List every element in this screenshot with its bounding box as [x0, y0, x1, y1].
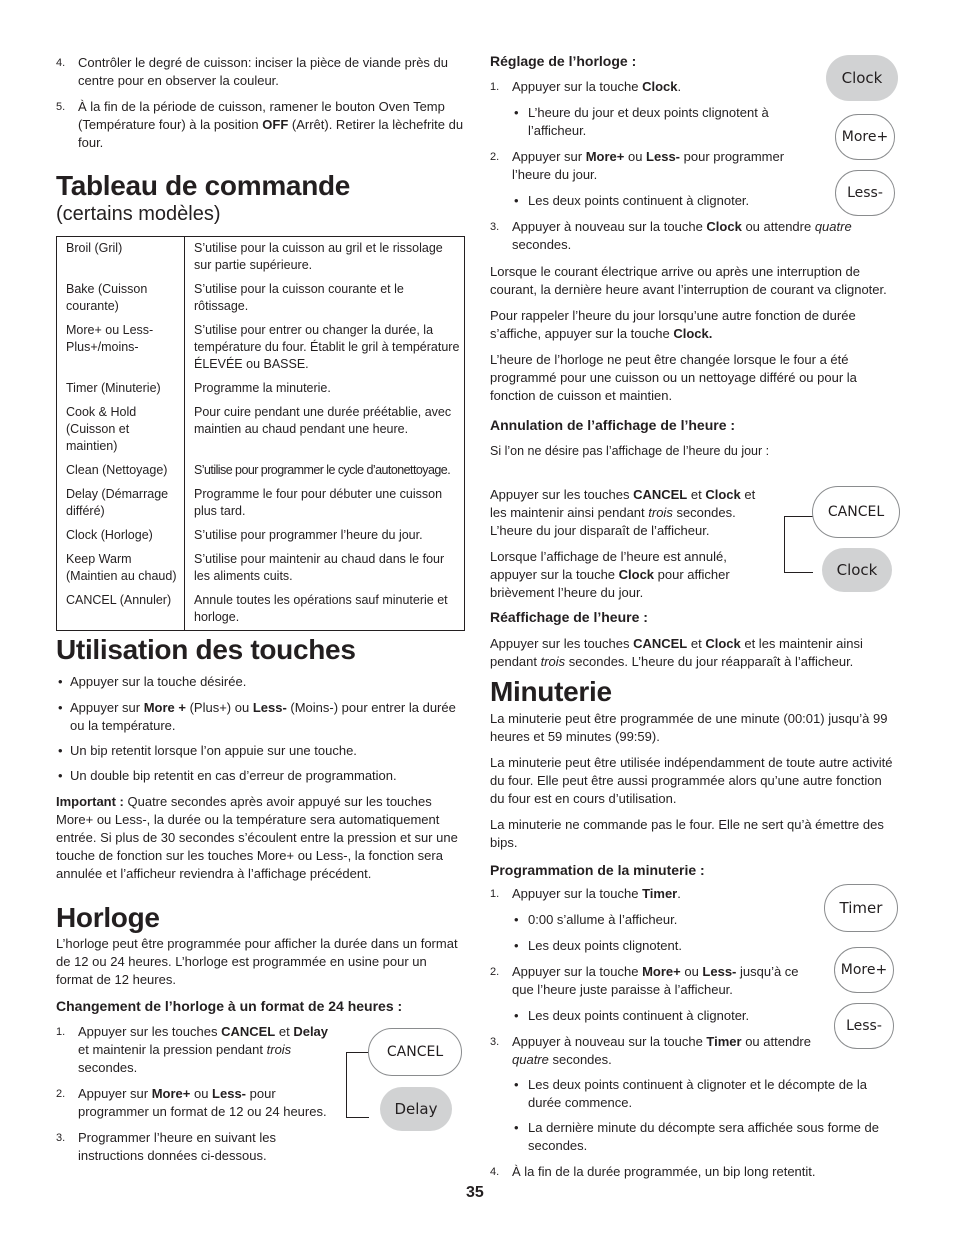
- cancel-button[interactable]: CANCEL: [368, 1028, 462, 1076]
- bullet-item: • Les deux points continuent à clignoter.: [512, 1007, 820, 1025]
- subheading: Réaffichage de l’heure :: [490, 609, 648, 625]
- paragraph: Lorsque le courant électrique arrive ou après une interruption de courant, la dernière heure avant l’interruption de courant va clignoter.: [490, 264, 887, 297]
- list-item: 3. Programmer l’heure en suivant les instructions données ci-dessous.: [56, 1130, 276, 1163]
- table-cell-desc: Programme le four pour débuter une cuisson plus tard.: [194, 487, 443, 518]
- paragraph: L’heure de l’horloge ne peut être changée lorsque le four a été programmé pour une cuisson ou un nettoyage différé ou pour la fonction de cuisson et maintien.: [490, 352, 857, 403]
- connector-bracket: [346, 1052, 369, 1118]
- bullet-item: • Les deux points clignotent.: [512, 937, 820, 955]
- table-row: [57, 319, 464, 377]
- table-cell-key: Clock (Horloge): [57, 524, 185, 548]
- list-item: 3. Appuyer à nouveau sur la touche Timer ou attendre quatre secondes.: [490, 1034, 811, 1067]
- table-cell-key: Broil (Gril): [57, 237, 185, 278]
- reaffichage-body: [490, 608, 890, 671]
- connector-bracket: [784, 516, 813, 573]
- timer-button[interactable]: Timer: [824, 884, 898, 932]
- table-cell-key: Cook & Hold (Cuisson et maintien): [57, 401, 185, 459]
- table-row: [57, 459, 464, 483]
- clock-button[interactable]: Clock: [826, 55, 898, 101]
- table-cell-key: Bake (Cuisson courante): [57, 278, 185, 319]
- bullet-item: • L’heure du jour et deux points clignotent à l’afficheur.: [512, 104, 783, 140]
- list-item: 1. Appuyer sur les touches CANCEL et Delay et maintenir la pression pendant trois secondes.: [56, 1024, 329, 1075]
- bullet-item: • Les deux points continuent à clignoter.: [512, 192, 820, 210]
- subheading: Annulation de l’affichage de l’heure :: [490, 417, 736, 433]
- utilisation-body: [56, 673, 466, 883]
- annulation-body: [490, 486, 775, 602]
- list-item: 2. Appuyer sur More+ ou Less- pour programmer un format de 12 ou 24 heures.: [56, 1086, 327, 1119]
- paragraph: Si l’on ne désire pas l’affichage de l’heure du jour :: [490, 444, 770, 458]
- paragraph: La minuterie ne commande pas le four. Elle ne sert qu’à émettre des bips.: [490, 817, 884, 850]
- list-item: 1. Appuyer sur la touche Timer.: [490, 886, 681, 901]
- section-title-horloge: Horloge: [56, 902, 160, 933]
- paragraph: Lorsque l’affichage de l’heure est annulé, appuyer sur la touche Clock pour afficher brièvement l’heure du jour.: [490, 549, 730, 600]
- paragraph: L’horloge peut être programmée pour afficher la durée dans un format de 12 ou 24 heures. L’horloge est programmée en usine pour un format de 12 heures.: [56, 936, 458, 987]
- paragraph: Pour rappeler l’heure du jour lorsqu’une autre fonction de durée s’affiche, appuyer sur la touche Clock.: [490, 308, 856, 341]
- table-cell-key: Timer (Minuterie): [57, 377, 185, 401]
- control-table: [56, 236, 465, 631]
- list-number: 4.: [56, 57, 66, 69]
- paragraph: La minuterie peut être programmée de une minute (00:01) jusqu’à 99 heures et 59 minutes (99:59).: [490, 711, 888, 744]
- minuterie-body: [490, 710, 895, 879]
- right-column-reglage: [490, 52, 852, 254]
- bullet-item: • Un bip retentit lorsque l’on appuie sur une touche.: [56, 742, 466, 760]
- minuterie-steps-wide: [490, 1076, 895, 1181]
- table-cell-key: More+ ou Less- Plus+/moins-: [57, 319, 185, 377]
- table-cell-desc: Annule toutes les opérations sauf minuterie et horloge.: [194, 593, 448, 624]
- list-item: 2. Appuyer sur More+ ou Less- pour programmer l’heure du jour.: [490, 149, 785, 182]
- section-subtitle: (certains modèles): [56, 203, 221, 225]
- section-title-minuterie: Minuterie: [490, 676, 612, 707]
- list-item: 4. À la fin de la durée programmée, un bip long retentit.: [490, 1164, 816, 1179]
- reglage-paragraphs: [490, 263, 895, 460]
- left-column: [56, 54, 466, 152]
- table-cell-key: Delay (Démarrage différé): [57, 483, 185, 524]
- less-button[interactable]: Less-: [835, 170, 895, 216]
- more-button[interactable]: More+: [834, 947, 894, 993]
- delay-button[interactable]: Delay: [380, 1087, 452, 1131]
- table-cell-desc: S’utilise pour programmer le cycle d’autonettoyage.: [194, 463, 451, 477]
- table-row: [57, 548, 464, 589]
- clock-button[interactable]: Clock: [822, 548, 892, 592]
- list-item: [56, 54, 466, 90]
- page-number: 35: [466, 1184, 484, 1201]
- table-row: [57, 589, 464, 630]
- bullet-item: • La dernière minute du décompte sera affichée sous forme de secondes.: [512, 1119, 895, 1155]
- table-row: [57, 483, 464, 524]
- list-item: 1. Appuyer sur la touche Clock.: [490, 79, 682, 94]
- paragraph: Appuyer sur les touches CANCEL et Clock et les maintenir ainsi pendant trois secondes. L’heure du jour disparaît de l’afficheur.: [490, 487, 756, 538]
- paragraph: La minuterie peut être utilisée indépendamment de toute autre activité du four. Elle peut être aussi programmée alors qu’une autre fonction du four est en cours d’utilisation.: [490, 755, 893, 806]
- list-item: [56, 98, 466, 152]
- table-row: [57, 278, 464, 319]
- table-row: [57, 377, 464, 401]
- bullet-item: • 0:00 s’allume à l’afficheur.: [512, 911, 820, 929]
- table-cell-key: CANCEL (Annuler): [57, 589, 185, 630]
- table-cell-desc: Pour cuire pendant une durée préétablie, avec maintien au chaud pendant une heure.: [194, 405, 452, 436]
- bullet-item: • Appuyer sur la touche désirée.: [56, 673, 466, 691]
- table-cell-desc: S’utilise pour maintenir au chaud dans le four les aliments cuits.: [194, 552, 445, 583]
- list-item: 3. Appuyer à nouveau sur la touche Clock ou attendre quatre secondes.: [490, 219, 852, 252]
- section-title-tableau: Tableau de commande: [56, 170, 351, 201]
- horloge-steps: [56, 1023, 341, 1165]
- subheading: Programmation de la minuterie :: [490, 862, 705, 878]
- subheading: Réglage de l’horloge :: [490, 53, 637, 69]
- important-note: Important : Quatre secondes après avoir appuyé sur les touches More+ ou Less-, la durée ou la température sera automatiquement entrée. Si plus de 30 secondes s’écoulent entre la pression et sur une touche de fonction sur les touches More+ ou Less-, la fonction sera annulée et l’afficheur reviendra à l’affichage précédent.: [56, 794, 458, 881]
- cancel-button[interactable]: CANCEL: [812, 486, 900, 538]
- table-cell-desc: S’utilise pour la cuisson courante et le rôtissage.: [194, 282, 404, 313]
- table-cell-desc: S’utilise pour programmer l’heure du jour.: [194, 528, 423, 542]
- list-number: 5.: [56, 101, 66, 113]
- bullet-item: • Appuyer sur More + (Plus+) ou Less- (Moins-) pour entrer la durée ou la température.: [56, 699, 466, 735]
- bullet-item: • Les deux points continuent à clignoter et le décompte de la durée commence.: [512, 1076, 895, 1112]
- minuterie-steps: [490, 885, 820, 1069]
- table-row: [57, 401, 464, 459]
- list-item: 2. Appuyer sur la touche More+ ou Less- jusqu’à ce que l’heure juste paraisse à l’afficheur.: [490, 964, 799, 997]
- paragraph: Appuyer sur les touches CANCEL et Clock et les maintenir ainsi pendant trois secondes. L’heure du jour réapparaît à l’afficheur.: [490, 636, 863, 669]
- less-button[interactable]: Less-: [834, 1003, 894, 1049]
- table-cell-desc: Programme la minuterie.: [194, 381, 331, 395]
- subheading: Changement de l’horloge à un format de 24 heures :: [56, 998, 403, 1014]
- table-row: [57, 237, 464, 278]
- table-cell-key: Keep Warm (Maintien au chaud): [57, 548, 185, 589]
- table-cell-key: Clean (Nettoyage): [57, 459, 185, 483]
- more-button[interactable]: More+: [835, 114, 895, 160]
- paragraph: Contrôler le degré de cuisson: inciser la pièce de viande près du centre pour en observer la couleur.: [78, 55, 448, 88]
- table-row: [57, 524, 464, 548]
- bullet-item: • Un double bip retentit en cas d’erreur de programmation.: [56, 767, 466, 785]
- section-title-utilisation: Utilisation des touches: [56, 634, 356, 665]
- table-cell-desc: S’utilise pour la cuisson au gril et le rissolage sur partie supérieure.: [194, 241, 443, 272]
- paragraph: À la fin de la période de cuisson, ramener le bouton Oven Temp (Température four) à la position OFF (Arrêt). Retirer la lèchefrite du four.: [78, 99, 464, 150]
- horloge-body: [56, 935, 466, 1015]
- table-cell-desc: S’utilise pour entrer ou changer la durée, la température du four. Établit le gril à température ÉLEVÉE ou BASSE.: [194, 323, 460, 371]
